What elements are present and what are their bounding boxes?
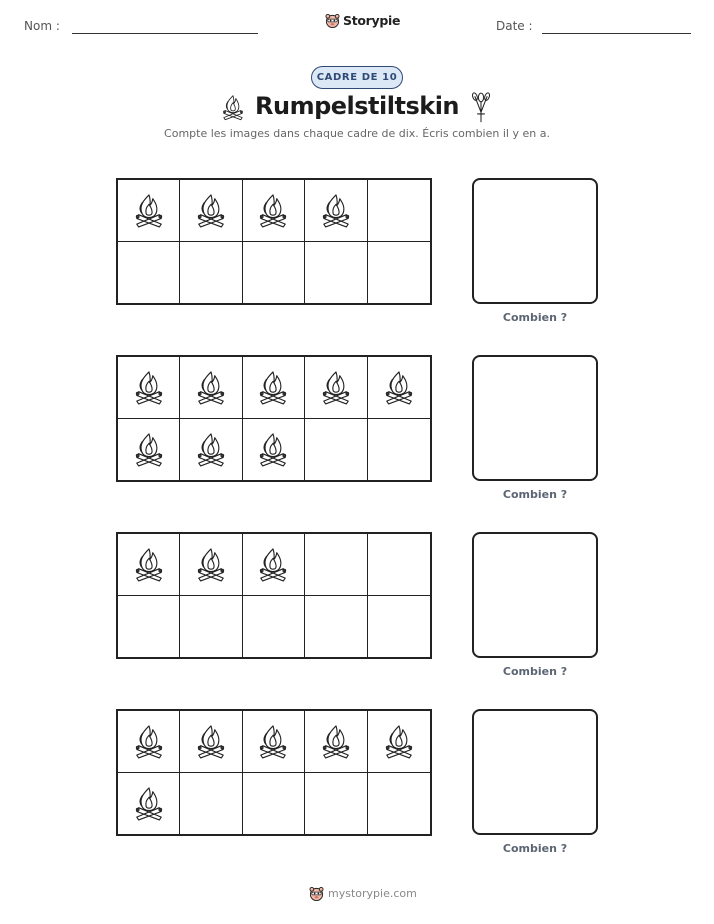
ten-frame [116, 178, 432, 305]
campfire-icon [133, 721, 165, 761]
ten-frame-cell [305, 242, 367, 304]
campfire-icon [195, 190, 227, 230]
campfire-icon [257, 190, 289, 230]
ten-frame [116, 709, 432, 836]
ten-frame-cell [243, 711, 305, 773]
ten-frame-cell [368, 419, 430, 481]
ten-frame-cell [180, 419, 242, 481]
ten-frame-cell [305, 534, 367, 596]
storypie-logo [325, 13, 400, 28]
campfire-icon [257, 544, 289, 584]
ten-frame-cell [118, 773, 180, 835]
answer-label: Combien ? [502, 488, 568, 501]
ten-frame [116, 532, 432, 659]
ten-frame-cell [180, 534, 242, 596]
date-field[interactable] [542, 33, 691, 34]
ten-frame-cell [243, 534, 305, 596]
ten-frame-cell [305, 711, 367, 773]
answer-box[interactable] [472, 178, 598, 304]
ten-frame-cell [305, 596, 367, 658]
instructions: Compte les images dans chaque cadre de dix. Écris combien il y en a. [164, 127, 550, 140]
ten-frame-cell [180, 596, 242, 658]
ten-frame-cell [305, 357, 367, 419]
ten-frame-cell [368, 180, 430, 242]
page-title: Rumpelstiltskin [255, 92, 459, 120]
ten-frame-cell [180, 242, 242, 304]
footer-url: mystorypie.com [328, 887, 417, 900]
date-label: Date : [496, 19, 533, 33]
campfire-icon [133, 783, 165, 823]
ten-frame-cell [180, 357, 242, 419]
ten-frame-cell [180, 711, 242, 773]
ten-frame-cell [243, 357, 305, 419]
ten-frame-cell [243, 419, 305, 481]
name-label: Nom : [24, 19, 60, 33]
ten-frame-cell [368, 357, 430, 419]
campfire-icon [133, 544, 165, 584]
campfire-icon [133, 367, 165, 407]
ten-frame-cell [368, 534, 430, 596]
ten-frame-cell [243, 596, 305, 658]
ten-frame-cell [368, 596, 430, 658]
worksheet-type-badge: CADRE DE 10 [311, 66, 403, 89]
ten-frame-cell [180, 180, 242, 242]
ten-frame-cell [243, 773, 305, 835]
ten-frame-cell [368, 773, 430, 835]
campfire-icon [257, 367, 289, 407]
ten-frame-cell [305, 419, 367, 481]
campfire-icon [195, 721, 227, 761]
answer-box[interactable] [472, 355, 598, 481]
ten-frame-cell [118, 180, 180, 242]
ten-frame-cell [118, 711, 180, 773]
campfire-icon [383, 721, 415, 761]
answer-box[interactable] [472, 532, 598, 658]
ten-frame [116, 355, 432, 482]
campfire-icon [133, 429, 165, 469]
wheat-icon [468, 91, 494, 123]
mascot-icon [309, 886, 324, 901]
ten-frame-cell [243, 242, 305, 304]
campfire-icon [257, 721, 289, 761]
ten-frame-cell [180, 773, 242, 835]
campfire-icon [320, 190, 352, 230]
ten-frame-cell [305, 180, 367, 242]
name-field[interactable] [72, 33, 258, 34]
campfire-icon [320, 367, 352, 407]
brand-name: Storypie [343, 13, 401, 28]
answer-label: Combien ? [502, 665, 568, 678]
campfire-icon [195, 429, 227, 469]
ten-frame-cell [118, 242, 180, 304]
campfire-icon [320, 721, 352, 761]
campfire-icon [195, 367, 227, 407]
ten-frame-cell [368, 242, 430, 304]
campfire-icon [257, 429, 289, 469]
ten-frame-cell [118, 596, 180, 658]
ten-frame-cell [118, 534, 180, 596]
campfire-icon [133, 190, 165, 230]
ten-frame-cell [305, 773, 367, 835]
campfire-icon [195, 544, 227, 584]
answer-label: Combien ? [502, 842, 568, 855]
ten-frame-cell [243, 180, 305, 242]
answer-label: Combien ? [502, 311, 568, 324]
footer [309, 886, 417, 901]
ten-frame-cell [368, 711, 430, 773]
answer-box[interactable] [472, 709, 598, 835]
mascot-icon [325, 13, 340, 28]
campfire-icon [383, 367, 415, 407]
ten-frame-cell [118, 419, 180, 481]
ten-frame-cell [118, 357, 180, 419]
